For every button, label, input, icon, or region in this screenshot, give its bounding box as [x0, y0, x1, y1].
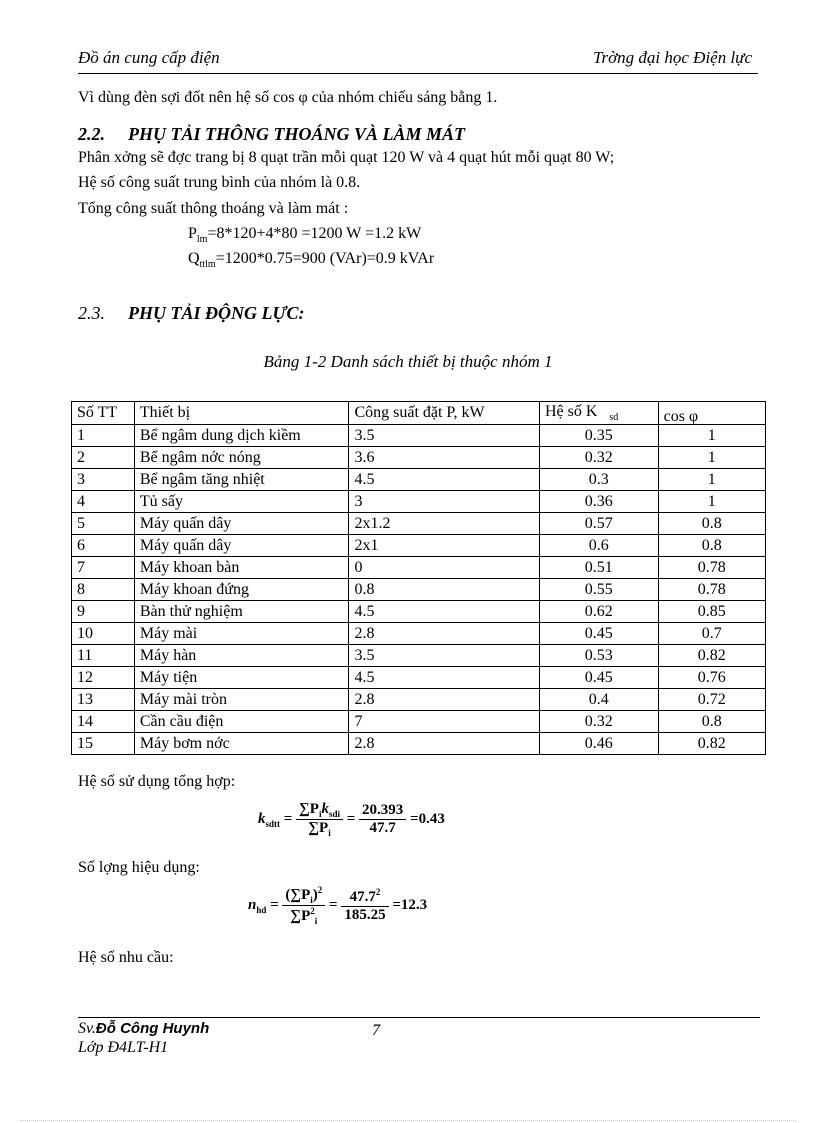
cell-stt: 5 [72, 513, 135, 535]
table-row [72, 711, 766, 733]
cell-cosphi: 0.8 [658, 513, 765, 535]
cell-power: 4.5 [349, 601, 540, 623]
table-caption: Bảng 1-2 Danh sách thiết bị thuộc nhóm 1 [263, 352, 553, 371]
cell-stt: 1 [72, 425, 135, 447]
cell-ksd: 0.3 [539, 469, 658, 491]
table-row [72, 513, 766, 535]
cell-stt: 6 [72, 535, 135, 557]
usage-value-fraction: $\frac{20.393}{47.7}$ [359, 802, 406, 837]
demand-label: Hệ số nhu cầu: [78, 949, 174, 966]
cell-device: Bể ngâm nớc nóng [134, 447, 349, 469]
cell-cosphi: 1 [658, 469, 765, 491]
cell-device: Máy tiện [134, 667, 349, 689]
cell-device: Máy bơm nớc [134, 733, 349, 755]
cell-device: Tủ sấy [134, 491, 349, 513]
header-cosphi: cos φ [658, 402, 765, 425]
cell-device: Bể ngâm dung dịch kiềm [134, 425, 349, 447]
cell-stt: 10 [72, 623, 135, 645]
section-2-3-title: PHỤ TẢI ĐỘNG LỰC: [128, 303, 305, 323]
cell-power: 3.5 [349, 645, 540, 667]
usage-label: Hệ số sử dụng tổng hợp: [78, 773, 236, 790]
cell-ksd: 0.62 [539, 601, 658, 623]
table-row [72, 557, 766, 579]
cell-cosphi: 0.78 [658, 557, 765, 579]
table-row [72, 667, 766, 689]
cell-cosphi: 0.8 [658, 535, 765, 557]
effective-equation: $n_{hd}$ = $\frac{(\sum P_i)^2}{\sum P^2_i}$ = $\frac{47.7^2}{185.25}$ =12.3 [248, 885, 428, 926]
student-name: Đỗ Công Huynh [95, 1020, 210, 1037]
cell-ksd: 0.36 [539, 491, 658, 513]
cell-stt: 2 [72, 447, 135, 469]
table-row [72, 447, 766, 469]
cell-ksd: 0.53 [539, 645, 658, 667]
effective-value-fraction: $\frac{47.7^2}{185.25}$ [341, 887, 388, 924]
footer-divider [78, 1017, 760, 1018]
table-row [72, 601, 766, 623]
usage-fraction: $\frac{\sum P_ik_{sdi}}{\sum P_i}$ [296, 801, 343, 838]
formula-p-lm: $P_{lm}=8*120+4*80 =1200$ W =1.2 kW [188, 225, 422, 246]
table-row [72, 645, 766, 667]
cell-power: 2.8 [349, 733, 540, 755]
table-row [72, 689, 766, 711]
cell-stt: 4 [72, 491, 135, 513]
footer-student: Sv.Đỗ Công Huynh [78, 1020, 210, 1037]
cell-device: Cần cầu điện [134, 711, 349, 733]
cell-cosphi: 1 [658, 491, 765, 513]
header-divider [78, 73, 758, 74]
cell-device: Máy khoan bàn [134, 557, 349, 579]
cell-ksd: 0.46 [539, 733, 658, 755]
cell-stt: 9 [72, 601, 135, 623]
cell-device: Máy mài [134, 623, 349, 645]
table-row [72, 469, 766, 491]
table-row [72, 733, 766, 755]
cell-stt: 11 [72, 645, 135, 667]
footer-class: Lớp Đ4LT-H1 [78, 1039, 169, 1056]
cell-device: Máy hàn [134, 645, 349, 667]
table-row [72, 579, 766, 601]
cell-ksd: 0.51 [539, 557, 658, 579]
cell-power: 2.8 [349, 623, 540, 645]
formula-q-ttlm: $Q_{ttlm}=1200*0.75=900$ (VAr)=0.9 kVAr [188, 250, 435, 271]
header-left: Đồ án cung cấp điện [78, 48, 220, 67]
effective-label: Số lợng hiệu dụng: [78, 859, 200, 876]
section-2-2-line-1: Phân xởng sẽ đợc trang bị 8 quạt trần mỗi quạt 120 W và 4 quạt hút mỗi quạt 80 W; [78, 149, 615, 166]
cell-power: 2x1 [349, 535, 540, 557]
cell-cosphi: 0.76 [658, 667, 765, 689]
cell-device: Máy mài tròn [134, 689, 349, 711]
cell-device: Máy quấn dây [134, 513, 349, 535]
cell-cosphi: 0.78 [658, 579, 765, 601]
cell-ksd: 0.45 [539, 667, 658, 689]
cell-stt: 13 [72, 689, 135, 711]
equipment-table [71, 401, 766, 755]
cell-device: Máy quấn dây [134, 535, 349, 557]
bottom-dotted-rule [20, 1120, 796, 1121]
table-row [72, 623, 766, 645]
page-number: 7 [372, 1022, 380, 1039]
section-2-2-line-2: Hệ số công suất trung bình của nhóm là 0.8. [78, 174, 361, 191]
cell-cosphi: 1 [658, 425, 765, 447]
table-row [72, 491, 766, 513]
cell-ksd: 0.45 [539, 623, 658, 645]
cell-power: 3.6 [349, 447, 540, 469]
cell-ksd: 0.57 [539, 513, 658, 535]
cell-stt: 7 [72, 557, 135, 579]
header-device: Thiết bị [134, 402, 349, 425]
section-2-2-line-3: Tổng công suất thông thoáng và làm mát : [78, 200, 349, 217]
cell-cosphi: 0.85 [658, 601, 765, 623]
header-stt: Số TT [72, 402, 135, 425]
cell-stt: 3 [72, 469, 135, 491]
cell-ksd: 0.4 [539, 689, 658, 711]
cell-power: 3 [349, 491, 540, 513]
cell-cosphi: 0.82 [658, 733, 765, 755]
cell-cosphi: 0.82 [658, 645, 765, 667]
cell-cosphi: 1 [658, 447, 765, 469]
usage-result: 0.43 [418, 810, 445, 827]
cell-stt: 14 [72, 711, 135, 733]
section-2-2-number: 2.2. [78, 124, 105, 144]
cell-power: 0.8 [349, 579, 540, 601]
cell-power: 4.5 [349, 469, 540, 491]
header-ksd: Hệ số K $_{sd}$ [539, 402, 658, 425]
intro-line: Vì dùng đèn sợi đốt nên hệ số cos φ của nhóm chiếu sáng bằng 1. [78, 89, 498, 106]
table-row [72, 425, 766, 447]
cell-device: Bể ngâm tăng nhiệt [134, 469, 349, 491]
cell-device: Bàn thử nghiệm [134, 601, 349, 623]
effective-result: 12.3 [400, 896, 428, 913]
cell-stt: 15 [72, 733, 135, 755]
cell-stt: 8 [72, 579, 135, 601]
section-2-3-heading [78, 303, 304, 324]
cell-cosphi: 0.7 [658, 623, 765, 645]
cell-ksd: 0.32 [539, 447, 658, 469]
cell-stt: 12 [72, 667, 135, 689]
cell-power: 7 [349, 711, 540, 733]
cell-device: Máy khoan đứng [134, 579, 349, 601]
table-row [72, 535, 766, 557]
cell-power: 3.5 [349, 425, 540, 447]
cell-cosphi: 0.8 [658, 711, 765, 733]
cell-power: 2x1.2 [349, 513, 540, 535]
cell-ksd: 0.35 [539, 425, 658, 447]
cell-ksd: 0.6 [539, 535, 658, 557]
section-2-2-heading [78, 124, 465, 145]
effective-fraction: $\frac{(\sum P_i)^2}{\sum P^2_i}$ [282, 885, 325, 926]
cell-power: 0 [349, 557, 540, 579]
section-2-2-title: PHỤ TẢI THÔNG THOÁNG VÀ LÀM MÁT [128, 124, 466, 144]
section-2-3-number: 2.3. [78, 303, 105, 323]
header-power: Công suất đặt P, kW [349, 402, 540, 425]
table-header-row [72, 402, 766, 425]
cell-cosphi: 0.72 [658, 689, 765, 711]
header-right: Trờng đại học Điện lực [592, 48, 752, 67]
cell-ksd: 0.55 [539, 579, 658, 601]
cell-ksd: 0.32 [539, 711, 658, 733]
cell-power: 2.8 [349, 689, 540, 711]
usage-equation: $k_{sdtt}$ = $\frac{\sum P_ik_{sdi}}{\sum P_i}$ = $\frac{20.393}{47.7}$ =0.43 [258, 801, 445, 838]
cell-power: 4.5 [349, 667, 540, 689]
